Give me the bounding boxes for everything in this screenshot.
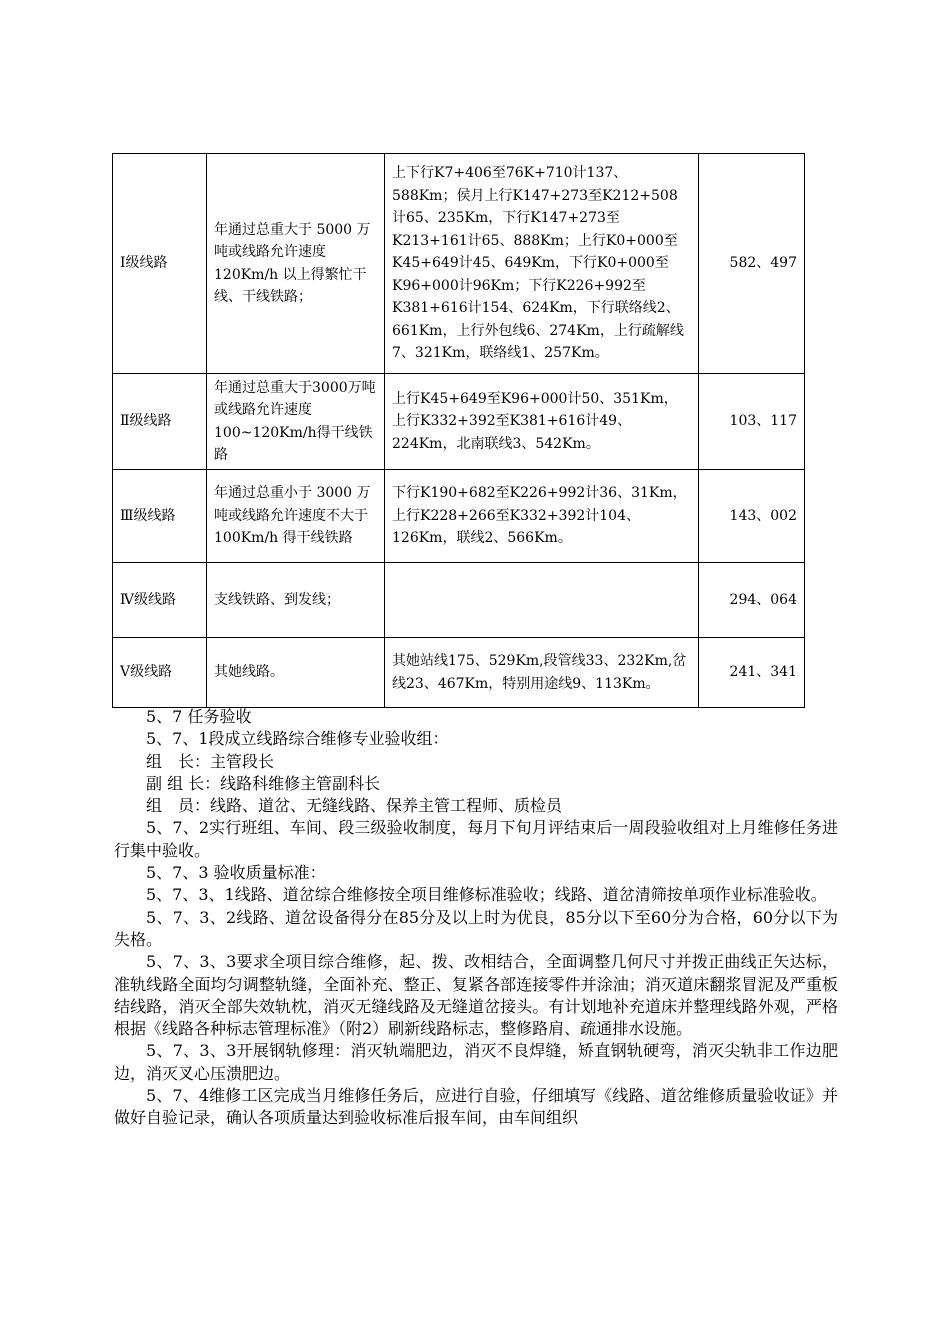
length-cell: 143、002	[699, 470, 805, 563]
length-cell: 294、064	[699, 563, 805, 638]
grade-cell: Ⅱ级线路	[113, 374, 207, 470]
criteria-cell: 年通过总重小于 3000 万吨或线路允许速度不大于 100Km/h 得干线铁路	[207, 470, 385, 563]
criteria-cell: 其她线路。	[207, 638, 385, 708]
acceptance-section	[114, 706, 838, 1130]
sections-cell: 上下行K7+406至76K+710计137、588Km；侯月上行K147+273至K212+508计65、235Km，下行K147+273至K213+161计65、888Km；上行K0+000至K45+649计45、649Km，下行K0+000至K96+000计96Km；下行K226+992至K381+616计154、624Km，下行联络线2、661Km，上行外包线6、274Km，上行疏解线7、321Km，联络线1、257Km。	[385, 154, 699, 374]
criteria-cell: 年通过总重大于3000万吨或线路允许速度100~120Km/h得干线铁路	[207, 374, 385, 470]
paragraph: 5、7、3 验收质量标准：	[146, 863, 326, 883]
criteria-cell: 支线铁路、到发线；	[207, 563, 385, 638]
team-leader-line: 组 长：主管段长	[146, 751, 275, 771]
grade-cell: Ⅴ级线路	[113, 638, 207, 708]
deputy-leader-line: 副 组 长：线路科维修主管副科长	[146, 773, 381, 793]
criteria-cell: 年通过总重大于 5000 万吨或线路允许速度120Km/h 以上得繁忙干线、干线铁路；	[207, 154, 385, 374]
sections-cell: 下行K190+682至K226+992计36、31Km，上行K228+266至K332+392计104、126Km，联线2、566Km。	[385, 470, 699, 563]
grade-cell: Ⅲ级线路	[113, 470, 207, 563]
paragraph: 5、7、3、2线路、道岔设备得分在85分及以上时为优良，85分以下至60分为合格，60分以下为失格。	[114, 907, 838, 949]
paragraph: 5、7、4维修工区完成当月维修任务后，应进行自验，仔细填写《线路、道岔维修质量验收证》并做好自验记录，确认各项质量达到验收标准后报车间，由车间组织	[114, 1086, 838, 1128]
length-cell: 103、117	[699, 374, 805, 470]
length-cell: 582、497	[699, 154, 805, 374]
table-row	[113, 638, 805, 708]
table-row	[113, 154, 805, 374]
paragraph: 5、7、2实行班组、车间、段三级验收制度，每月下旬月评结束后一周段验收组对上月维修任务进行集中验收。	[114, 818, 838, 860]
team-members-line: 组 员：线路、道岔、无缝线路、保养主管工程师、质检员	[146, 796, 563, 816]
table-row	[113, 563, 805, 638]
table-row	[113, 470, 805, 563]
paragraph: 5、7、1段成立线路综合维修专业验收组：	[146, 729, 449, 749]
sections-cell: 其她站线175、529Km,段管线33、232Km,岔线23、467Km，特别用途线9、113Km。	[385, 638, 699, 708]
table-row	[113, 374, 805, 470]
paragraph: 5、7、3、3要求全项目综合维修，起、拨、改相结合，全面调整几何尺寸并拨正曲线正矢达标，准轨线路全面均匀调整轨缝，全面补充、整正、复紧各部连接零件并涂油；消灭道床翻浆冒泥及严重板结线路，消灭全部失效轨枕，消灭无缝线路及无缝道岔接头。有计划地补充道床并整理线路外观，严格根据《线路各种标志管理标准》（附2）刷新线路标志，整修路肩、疏通排水设施。	[114, 952, 838, 1039]
grade-cell: Ⅰ级线路	[113, 154, 207, 374]
sections-cell: 上行K45+649至K96+000计50、351Km，上行K332+392至K381+616计49、224Km，北南联线3、542Km。	[385, 374, 699, 470]
grade-cell: Ⅳ级线路	[113, 563, 207, 638]
length-cell: 241、341	[699, 638, 805, 708]
paragraph: 5、7、3、3开展钢轨修理：消灭轨端肥边，消灭不良焊缝，矫直钢轨硬弯，消灭尖轨非工作边肥边，消灭叉心压溃肥边。	[114, 1041, 838, 1083]
sections-cell	[385, 563, 699, 638]
paragraph: 5、7、3、1线路、道岔综合维修按全项目维修标准验收；线路、道岔清筛按单项作业标准验收。	[146, 885, 827, 905]
section-heading: 5、7 任务验收	[146, 707, 252, 726]
line-grade-table	[112, 153, 805, 708]
